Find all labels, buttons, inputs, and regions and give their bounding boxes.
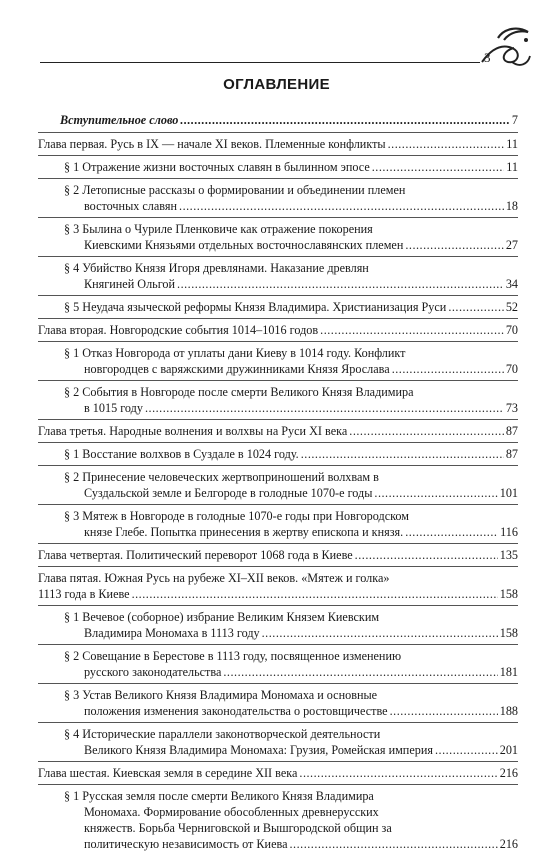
toc-entry-label-line: § 1 Отказ Новгорода от уплаты дани Киеву в 1014 году. Конфликт xyxy=(64,346,406,360)
dot-leader xyxy=(405,237,503,253)
toc-entry-section[interactable] xyxy=(64,260,518,292)
toc-entry-label-line: § 2 События в Новгороде после смерти Великого Князя Владимира xyxy=(64,385,414,399)
divider xyxy=(38,256,518,257)
dot-leader xyxy=(405,524,498,540)
toc-entry-section[interactable] xyxy=(64,384,518,416)
toc-entry-section[interactable] xyxy=(64,299,518,315)
toc-entry-label: в 1015 году xyxy=(84,401,143,415)
toc-entry-intro[interactable] xyxy=(60,112,518,128)
dot-leader xyxy=(177,276,504,292)
toc-entry-chapter-2[interactable] xyxy=(38,322,518,338)
dot-leader xyxy=(349,423,504,439)
divider xyxy=(38,155,518,156)
dot-leader xyxy=(435,742,498,758)
dot-leader xyxy=(179,198,504,214)
toc-entry-label: § 5 Неудача языческой реформы Князя Владимира. Христианизация Руси xyxy=(64,300,447,314)
dot-leader xyxy=(390,703,498,719)
page-title: ОГЛАВЛЕНИЕ xyxy=(223,76,330,93)
table-of-contents xyxy=(38,112,518,852)
toc-entry-page: 34 xyxy=(505,277,518,291)
toc-entry-page: 216 xyxy=(499,766,518,780)
dot-leader xyxy=(374,485,497,501)
toc-entry-section[interactable] xyxy=(64,508,518,540)
divider xyxy=(38,318,518,319)
toc-entry-label-line: Мономаха. Формирование обособленных древнерусских xyxy=(84,805,379,819)
toc-entry-page: 181 xyxy=(499,665,518,679)
toc-entry-page: 11 xyxy=(506,137,518,151)
dot-leader xyxy=(301,446,504,462)
divider xyxy=(38,722,518,723)
toc-entry-chapter-1[interactable] xyxy=(38,136,518,152)
toc-entry-page: 11 xyxy=(506,160,518,174)
divider xyxy=(38,132,518,133)
toc-entry-label-line: § 1 Русская земля после смерти Великого Князя Владимира xyxy=(64,789,374,803)
dot-leader xyxy=(392,361,504,377)
toc-entry-page: 87 xyxy=(505,424,518,438)
toc-entry-label: Суздальской земле и Белгороде в голодные 1070-е годы xyxy=(84,486,373,500)
toc-entry-label: положения изменения законодательства о ростовщичестве xyxy=(84,704,388,718)
dot-leader xyxy=(299,765,497,781)
divider xyxy=(38,683,518,684)
dot-leader xyxy=(132,586,498,602)
toc-entry-label: Глава вторая. Новгородские события 1014–1016 годов xyxy=(38,323,319,337)
toc-entry-label: Великого Князя Владимира Мономаха: Грузия, Ромейская империя xyxy=(84,743,433,757)
toc-entry-page: 27 xyxy=(505,238,518,252)
toc-entry-page: 7 xyxy=(511,113,518,127)
toc-entry-label-line: § 2 Летописные рассказы о формировании и объединении племен xyxy=(64,183,406,197)
header-rule xyxy=(40,62,480,63)
toc-entry-page: 158 xyxy=(499,626,518,640)
toc-entry-label: § 1 Отражение жизни восточных славян в былинном эпосе xyxy=(64,160,370,174)
toc-entry-label-line: § 3 Устав Великого Князя Владимира Мономаха и основные xyxy=(64,688,378,702)
toc-entry-label-line: Глава пятая. Южная Русь на рубеже XI–XII веков. «Мятеж и голка» xyxy=(38,571,390,585)
toc-entry-page: 70 xyxy=(505,362,518,376)
divider xyxy=(38,784,518,785)
toc-entry-label: 1113 года в Киеве xyxy=(38,587,130,601)
toc-entry-label: Глава шестая. Киевская земля в середине XII века xyxy=(38,766,298,780)
page-number: 3 xyxy=(484,50,491,65)
toc-entry-label-line: § 2 Принесение человеческих жертвоприношений волхвам в xyxy=(64,470,379,484)
toc-entry-page: 101 xyxy=(499,486,518,500)
divider xyxy=(38,295,518,296)
toc-entry-section[interactable] xyxy=(64,788,518,852)
toc-entry-label: новгородцев с варяжскими дружинниками Князя Ярослава xyxy=(84,362,390,376)
divider xyxy=(38,178,518,179)
toc-entry-section[interactable] xyxy=(64,687,518,719)
dot-leader xyxy=(388,136,505,152)
dot-leader xyxy=(448,299,504,315)
toc-entry-chapter-6[interactable] xyxy=(38,765,518,781)
toc-entry-section[interactable] xyxy=(64,345,518,377)
toc-entry-label-line: § 3 Мятеж в Новгороде в голодные 1070-е годы при Новгородском xyxy=(64,509,409,523)
toc-entry-chapter-4[interactable] xyxy=(38,547,518,563)
toc-entry-page: 188 xyxy=(499,704,518,718)
divider xyxy=(38,605,518,606)
dot-leader xyxy=(262,625,498,641)
dot-leader xyxy=(372,159,505,175)
divider xyxy=(38,761,518,762)
divider xyxy=(38,442,518,443)
toc-entry-page: 158 xyxy=(499,587,518,601)
divider xyxy=(38,341,518,342)
toc-entry-page: 18 xyxy=(505,199,518,213)
toc-entry-page: 70 xyxy=(505,323,518,337)
dot-leader xyxy=(180,112,510,128)
divider xyxy=(38,419,518,420)
toc-entry-label: Владимира Мономаха в 1113 году xyxy=(84,626,260,640)
toc-entry-label: Киевскими Князьями отдельных восточнославянских племен xyxy=(84,238,404,252)
dot-leader xyxy=(223,664,497,680)
toc-entry-page: 135 xyxy=(499,548,518,562)
toc-entry-page: 116 xyxy=(500,525,518,539)
toc-entry-page: 201 xyxy=(499,743,518,757)
toc-entry-section[interactable] xyxy=(64,221,518,253)
toc-entry-label: русского законодательства xyxy=(84,665,222,679)
divider xyxy=(38,543,518,544)
toc-entry-section[interactable] xyxy=(64,648,518,680)
toc-entry-label: восточных славян xyxy=(84,199,178,213)
toc-entry-page: 87 xyxy=(505,447,518,461)
toc-entry-section[interactable] xyxy=(64,182,518,214)
toc-entry-section[interactable] xyxy=(64,469,518,501)
dot-leader xyxy=(320,322,504,338)
toc-entry-chapter-3[interactable] xyxy=(38,423,518,439)
toc-entry-label: § 1 Восстание волхвов в Суздале в 1024 году. xyxy=(64,447,299,461)
divider xyxy=(38,380,518,381)
toc-entry-section[interactable] xyxy=(64,446,518,462)
dot-leader xyxy=(145,400,504,416)
toc-entry-label-line: § 1 Вечевое (соборное) избрание Великим Князем Киевским xyxy=(64,610,380,624)
toc-entry-label: Вступительное слово xyxy=(60,113,179,127)
dot-leader xyxy=(355,547,498,563)
divider xyxy=(38,465,518,466)
toc-entry-page: 52 xyxy=(505,300,518,314)
toc-entry-page: 216 xyxy=(499,837,518,851)
divider xyxy=(38,217,518,218)
toc-entry-label-line: § 4 Исторические параллели законотворческой деятельности xyxy=(64,727,381,741)
toc-entry-label-line: § 3 Былина о Чуриле Пленковиче как отражение покорения xyxy=(64,222,373,236)
toc-entry-label: Глава четвертая. Политический переворот 1068 года в Киеве xyxy=(38,548,353,562)
toc-entry-label-line: § 2 Совещание в Берестове в 1113 году, посвященное изменению xyxy=(64,649,402,663)
toc-entry-page: 73 xyxy=(505,401,518,415)
toc-entry-section[interactable] xyxy=(64,159,518,175)
toc-entry-chapter-5[interactable] xyxy=(38,570,518,602)
toc-entry-label-line: княжеств. Борьба Черниговской и Вышгородской общин за xyxy=(84,821,392,835)
toc-entry-section[interactable] xyxy=(64,609,518,641)
toc-entry-section[interactable] xyxy=(64,726,518,758)
divider xyxy=(38,566,518,567)
toc-entry-label: Княгиней Ольгой xyxy=(84,277,176,291)
toc-entry-label: князе Глебе. Попытка принесения в жертву епископа и князя. xyxy=(84,525,404,539)
divider xyxy=(38,644,518,645)
dot-leader xyxy=(290,836,498,852)
toc-entry-label: Глава третья. Народные волнения и волхвы на Руси XI века xyxy=(38,424,348,438)
toc-entry-label: Глава первая. Русь в IX — начале XI веков. Племенные конфликты xyxy=(38,137,386,151)
toc-entry-label: политическую независимость от Киева xyxy=(84,837,288,851)
toc-entry-label-line: § 4 Убийство Князя Игоря древлянами. Наказание древлян xyxy=(64,261,369,275)
divider xyxy=(38,504,518,505)
